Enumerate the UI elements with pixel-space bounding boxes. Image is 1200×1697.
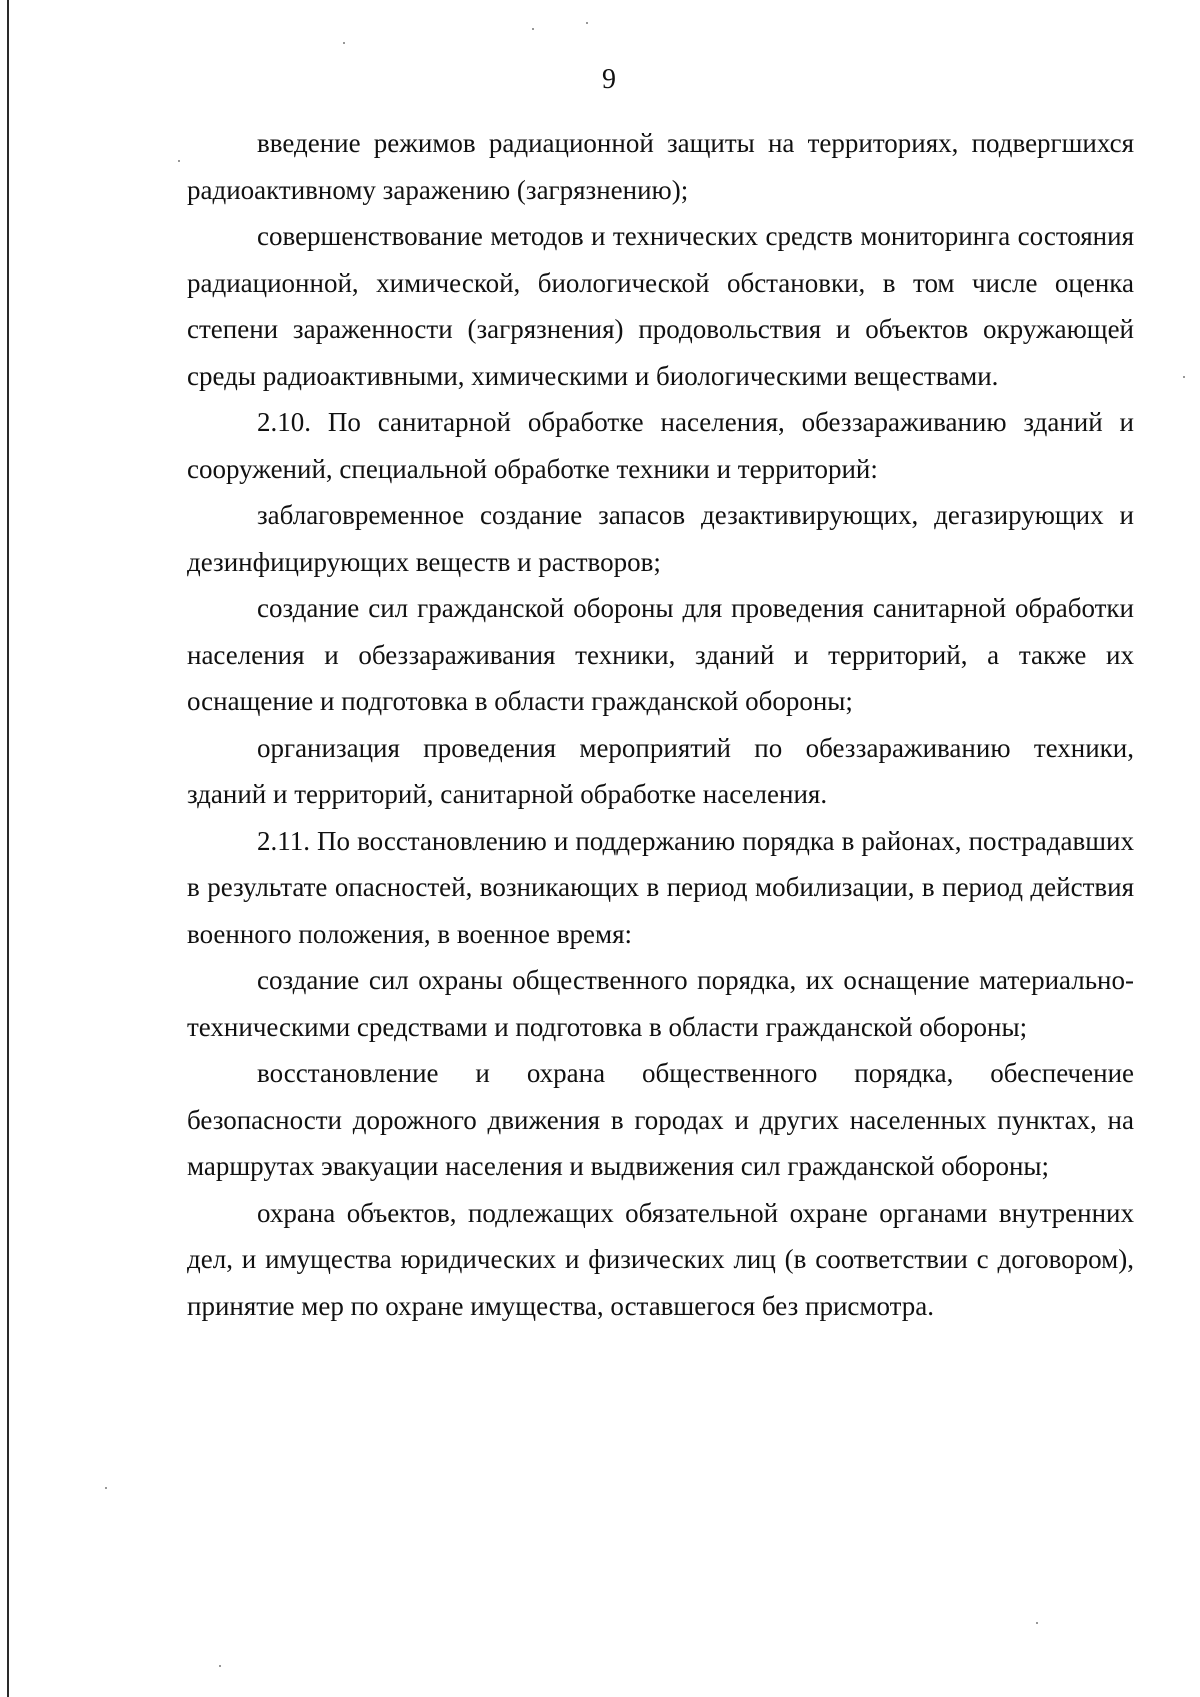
- scan-speck: [343, 42, 345, 44]
- scan-speck: [178, 160, 180, 162]
- scan-speck: [532, 28, 534, 30]
- paragraph-order-restoration: восстановление и охрана общественного порядка, обеспечение безопасности дорожного движения в городах и других населенных пунктах, на маршрутах эвакуации населения и выдвижения сил гражданской обороны;: [187, 1058, 1134, 1181]
- paragraph-property-protection: охрана объектов, подлежащих обязательной охране органами внутренних дел, и имущества юридических и физических лиц (в соответствии с договором), принятие мер по охране имущества, оставшегося без присмотра.: [187, 1197, 1134, 1321]
- paragraph-decontamination-stocks: заблаговременное создание запасов дезактивирующих, дегазирующих и дезинфицирующих веществ и растворов;: [187, 500, 1134, 577]
- document-body: [187, 120, 1134, 1329]
- paragraph-monitoring-methods: совершенствование методов и технических средств мониторинга состояния радиационной, химической, биологической обстановки, в том числе оценка степени зараженности (загрязнения) продовольствия и объектов окружающей среды радиоактивными, химическими и биологическими веществами.: [187, 221, 1134, 391]
- page-number: 9: [602, 64, 616, 95]
- section-2-10-heading: 2.10. По санитарной обработке населения, обеззараживанию зданий и сооружений, специальной обработке техники и территорий:: [187, 407, 1134, 484]
- paragraph-decontamination-measures: организация проведения мероприятий по обеззараживанию техники, зданий и территорий, санитарной обработке населения.: [187, 732, 1134, 809]
- paragraph-civil-defense-forces: создание сил гражданской обороны для проведения санитарной обработки населения и обеззараживания техники, зданий и территорий, а также их оснащение и подготовка в области гражданской обороны;: [187, 593, 1134, 716]
- paragraph-radiation-protection-regimes: введение режимов радиационной защиты на территориях, подвергшихся радиоактивному заражению (загрязнению);: [187, 128, 1134, 205]
- scan-speck: [1036, 1622, 1038, 1624]
- scan-speck: [586, 22, 588, 24]
- scan-speck: [1183, 376, 1185, 378]
- scan-left-edge: [7, 0, 9, 1697]
- scan-speck: [219, 1665, 221, 1667]
- paragraph-public-order-forces: создание сил охраны общественного порядка, их оснащение материально-техническими средствами и подготовка в области гражданской обороны;: [187, 965, 1134, 1042]
- section-2-11-heading: 2.11. По восстановлению и поддержанию порядка в районах, пострадавших в результате опасностей, возникающих в период мобилизации, в период действия военного положения, в военное время:: [187, 825, 1134, 949]
- scan-speck: [105, 1487, 107, 1489]
